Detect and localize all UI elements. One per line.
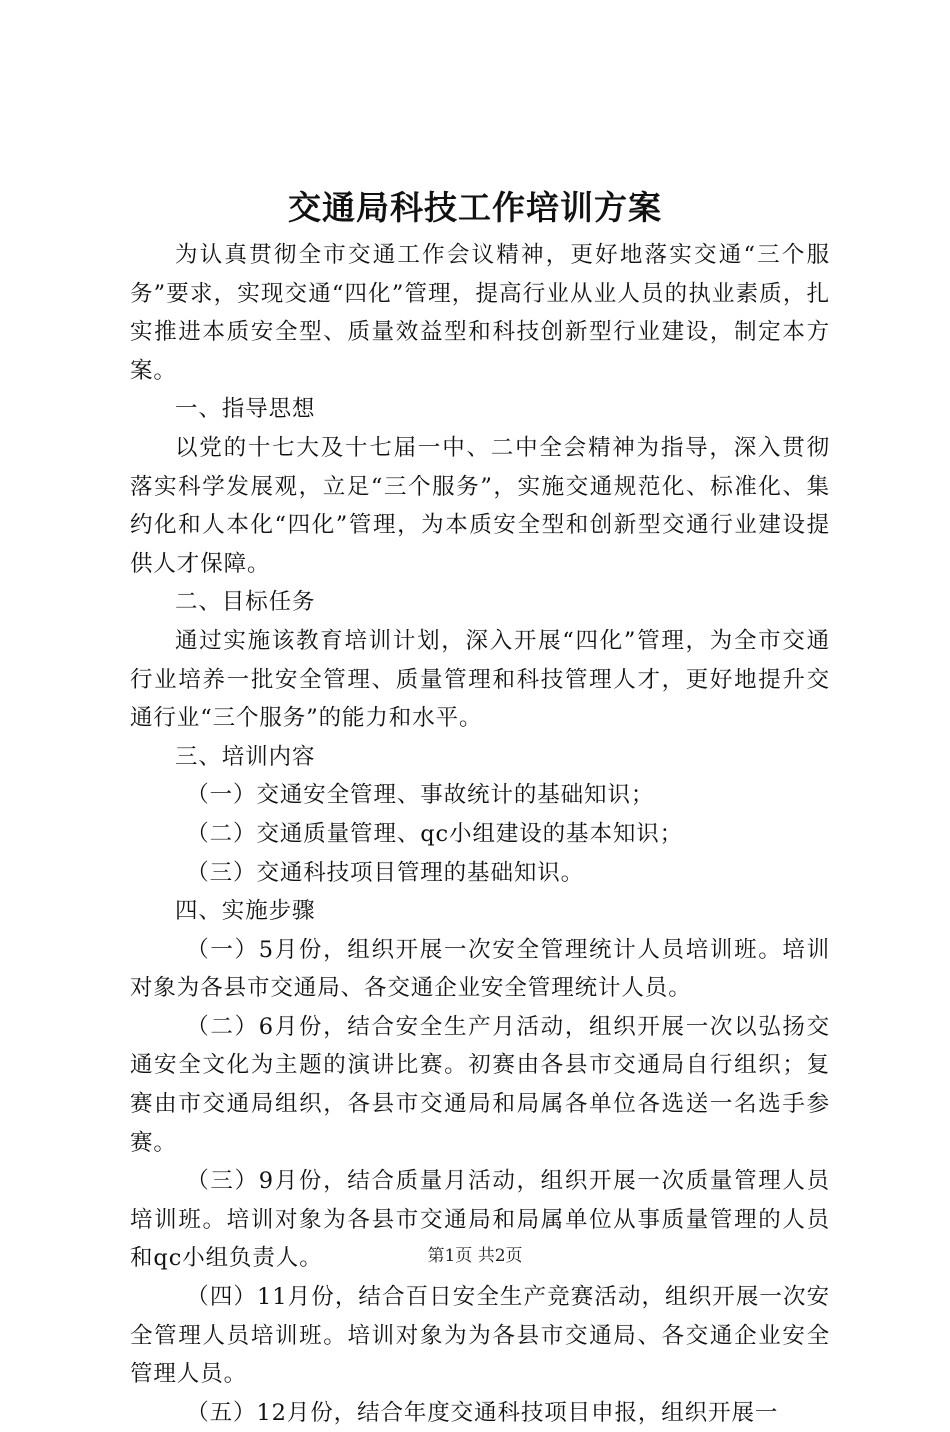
section-heading-goals: 二、目标任务	[175, 589, 316, 616]
implementation-step: （三）9月份，结合质量月活动，组织开展一次质量管理人员培训班。培训对象为各县市交通局和局属单位从事质量管理的人员和qc小组负责人。	[130, 1168, 830, 1272]
goals-paragraph: 通过实施该教育培训计划，深入开展“四化”管理，为全市交通行业培养一批安全管理、质量管理和科技管理人才，更好地提升交通行业“三个服务”的能力和水平。	[130, 627, 830, 732]
intro-paragraph: 为认真贯彻全市交通工作会议精神，更好地落实交通“三个服务”要求，实现交通“四化”管理，提高行业从业人员的执业素质，扎实推进本质安全型、质量效益型和科技创新型行业建设，制定本方案。	[130, 242, 830, 384]
section-heading-guiding-thought: 一、指导思想	[175, 396, 316, 423]
training-content-item: （一）交通安全管理、事故统计的基础知识；	[186, 782, 655, 809]
document-title: 交通局科技工作培训方案	[288, 188, 662, 227]
section-heading-implementation-steps: 四、实施步骤	[175, 898, 316, 925]
implementation-step: （二）6月份，结合安全生产月活动，组织开展一次以弘扬交通安全文化为主题的演讲比赛。初赛由各县市交通局自行组织；复赛由市交通局组织，各县市交通局和局属各单位各选送一名选手参赛。	[130, 1013, 830, 1156]
implementation-step: （四）11月份，结合百日安全生产竞赛活动，组织开展一次安全管理人员培训班。培训对象为为各县市交通局、各交通企业安全管理人员。	[130, 1284, 830, 1388]
implementation-step: （一）5月份，组织开展一次安全管理统计人员培训班。培训对象为各县市交通局、各交通企业安全管理统计人员。	[130, 936, 830, 1002]
page-number-footer: 第1页 共2页	[427, 1246, 523, 1266]
section-heading-training-content: 三、培训内容	[175, 743, 316, 770]
training-content-item: （二）交通质量管理、qc小组建设的基本知识；	[186, 820, 684, 847]
implementation-step: （五）12月份，结合年度交通科技项目申报，组织开展一	[186, 1399, 779, 1426]
training-content-item: （三）交通科技项目管理的基础知识。	[186, 859, 585, 886]
guiding-thought-paragraph: 以党的十七大及十七届一中、二中全会精神为指导，深入贯彻落实科学发展观，立足“三个服务”，实施交通规范化、标准化、集约化和人本化“四化”管理，为本质安全型和创新型交通行业建设提供人才保障。	[130, 434, 830, 577]
